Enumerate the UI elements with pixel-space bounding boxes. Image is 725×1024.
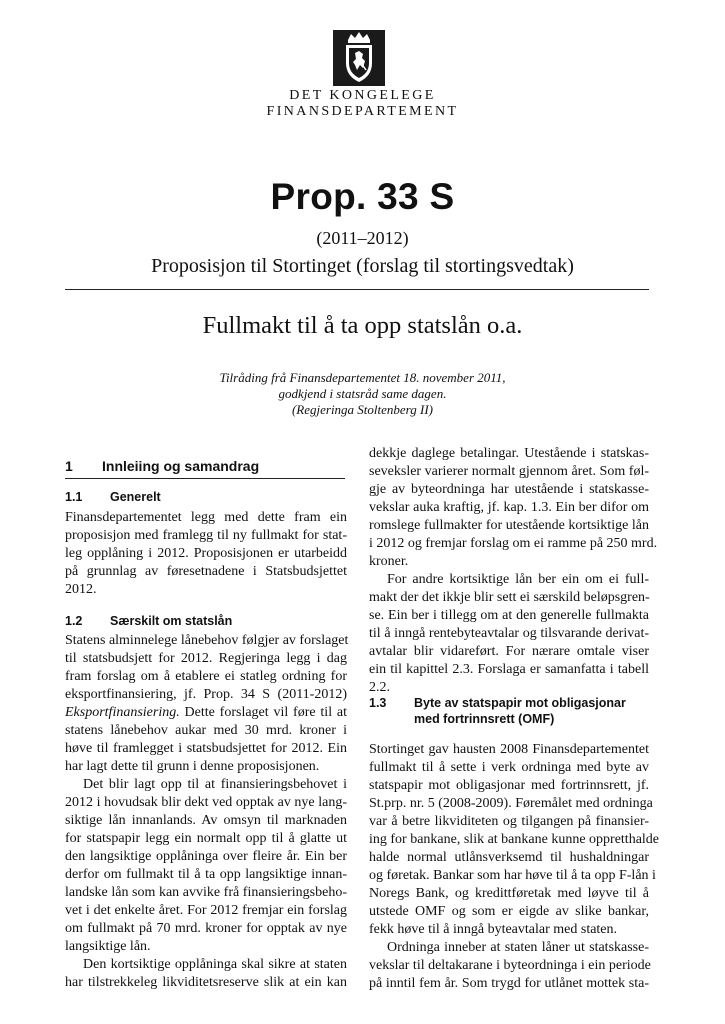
body-text-line: har tilstrekkeleg likviditetsreserve slik at ein kan bbox=[65, 975, 347, 990]
body-text-line: halde normal utlånsverksemd til hushaldningar bbox=[369, 850, 649, 865]
body-text-line: statspapir mot obligasjonar med fortrinnsrett, jf. bbox=[369, 778, 649, 793]
body-text-line: på grunnlag av føresetnadene i Statsbudsjettet bbox=[65, 564, 347, 579]
body-text-line: ing for bankane, slik at bankane kunne oppretthalde bbox=[369, 832, 660, 847]
body-text-line: om fullmakt på 70 mrd. kroner for opptak av nye bbox=[65, 921, 347, 936]
body-text-line: Noregs Bank, og kredittføretak med løyve til å bbox=[369, 886, 649, 901]
proposition-type: Proposisjon til Stortinget (forslag til stortingsvedtak) bbox=[151, 255, 574, 277]
subtitle-line: (Regjeringa Stoltenberg II) bbox=[291, 402, 434, 417]
body-text-line: den langsiktige opplåninga over fleire år. Ein ber bbox=[65, 849, 347, 864]
body-text-line: leg opplåning i 2012. Proposisjonen er utarbeidd bbox=[65, 546, 347, 561]
body-text-line: siktige lån innanlands. Av omsyn til marknaden bbox=[65, 813, 347, 828]
body-text-line: til statsbudsjett for 2012. Regjeringa legg i dag bbox=[65, 651, 347, 666]
department-name-line1: DET KONGELEGE bbox=[289, 88, 436, 103]
section-1-rule bbox=[65, 478, 345, 479]
body-text-line: seveksler varierer normalt gjennom året. Som føl- bbox=[369, 464, 649, 479]
body-text-line: Eksportfinansiering. Dette forslaget vil føre til at bbox=[65, 705, 347, 720]
body-text-line: romslege fullmakter for utestående kortsiktige lån bbox=[369, 518, 649, 533]
section-1-2-number: 1.2 bbox=[65, 614, 83, 628]
body-text-line: Stortinget gav hausten 2008 Finansdepartementet bbox=[369, 742, 649, 757]
body-text-line: høve til framlegget i statsbudsjettet for 2012. Ein bbox=[65, 741, 347, 756]
body-text-line: statens lånebehov aukar med 30 mrd. kroner i bbox=[65, 723, 347, 738]
body-text-line: har lagt dette til grunn i denne proposisjonen. bbox=[65, 759, 320, 774]
section-1-number: 1 bbox=[65, 458, 73, 474]
body-text-line: Det blir lagt opp til at finansieringsbehovet i bbox=[83, 777, 347, 792]
body-text-line: eksportfinansiering, jf. Prop. 34 S (2011-2012) bbox=[65, 687, 347, 702]
section-1-3-number: 1.3 bbox=[369, 696, 387, 710]
section-1-1-title: Generelt bbox=[110, 490, 161, 504]
body-text-line: vet i det enkelte året. For 2012 fremjar ein forslag bbox=[65, 903, 347, 918]
body-text-line: St.prp. nr. 5 (2008-2009). Føremålet med ordninga bbox=[369, 796, 653, 811]
body-text-line: se. Ein ber i tillegg om at den generelle fullmakta bbox=[369, 608, 649, 623]
section-1-2-title: Særskilt om statslån bbox=[110, 614, 233, 628]
header-divider bbox=[65, 289, 649, 290]
subtitle-line: godkjend i statsråd same dagen. bbox=[278, 386, 447, 401]
body-text-line: fekk høve til å inngå byteavtalar med staten. bbox=[369, 922, 618, 937]
body-text-line: 2.2. bbox=[369, 680, 390, 695]
section-1-3-title-line1: Byte av statspapir mot obligasjonar bbox=[414, 696, 626, 710]
body-text-line: vekslar til deltakarane i byteordninga i ein periode bbox=[369, 958, 651, 973]
body-text-line: Finansdepartementet legg med dette fram ein bbox=[65, 510, 347, 525]
body-text-line: og føretak. Bankar som har høve til å ta opp F-lån i bbox=[369, 868, 656, 883]
body-text-line: ein til kapittel 2.3. Forslaga er samanfatta i tabell bbox=[369, 662, 649, 677]
body-text-line: Statens alminnelege lånebehov følgjer av forslaget bbox=[65, 633, 349, 648]
body-text-line: for statspapir legg ein normalt opp til å glatte ut bbox=[65, 831, 347, 846]
body-text-line: på inntil fem år. Som trygd for utlånet mottek sta- bbox=[369, 976, 649, 991]
body-text-line: til å inngå rentebyteavtalar og tilsvarande derivat- bbox=[369, 626, 649, 641]
body-text-line: utstede OMF og som er eigde av slike bankar, bbox=[369, 904, 649, 919]
document-title: Fullmakt til å ta opp statslån o.a. bbox=[202, 312, 523, 339]
body-text-line: vekslar auka kraftig, jf. kap. 1.3. Ein ber difor om bbox=[369, 500, 649, 515]
body-text-line: Ordninga inneber at staten låner ut statskasse- bbox=[387, 940, 649, 955]
section-1-1-number: 1.1 bbox=[65, 490, 83, 504]
body-text-line: landske lån som kan avvike frå finansieringsbeho- bbox=[65, 885, 347, 900]
body-text-line: langsiktige lån. bbox=[65, 939, 151, 954]
body-text-line: var å betre likviditeten og tilgangen på finansier- bbox=[369, 814, 649, 829]
body-text-line: avtalar blir vidareført. For nærare omtale viser bbox=[369, 644, 649, 659]
body-text-line: gje av byteordninga har utestående i statskasse- bbox=[369, 482, 649, 497]
proposition-number: Prop. 33 S bbox=[270, 176, 455, 217]
body-text-line: fullmakt til å sette i verk ordninga med byte av bbox=[369, 760, 649, 775]
body-text-line: derfor om fullmakt til å ta opp langsiktige innan- bbox=[65, 867, 347, 882]
body-text-line: makt der det ikkje blir sett ei særskild beløpsgren- bbox=[369, 590, 650, 605]
body-text-line: 2012 i hovudsak blir dekt ved opptak av nye lang- bbox=[65, 795, 347, 810]
department-name-line2: FINANSDEPARTEMENT bbox=[266, 104, 459, 119]
section-1-title: Innleiing og samandrag bbox=[102, 458, 260, 474]
body-text-line: For andre kortsiktige lån ber ein om ei full- bbox=[387, 572, 649, 587]
body-text-line: fram forslag om å etablere ei statleg ordning for bbox=[65, 669, 347, 684]
body-text-line: dekkje daglege betalingar. Utestående i statskas- bbox=[369, 446, 649, 461]
body-text-line: kroner. bbox=[369, 554, 409, 569]
subtitle-line: Tilråding frå Finansdepartementet 18. november 2011, bbox=[219, 370, 506, 385]
body-text-line: proposisjon med framlegg til ny fullmakt for stat- bbox=[65, 528, 347, 543]
body-text-line: 2012. bbox=[65, 582, 97, 597]
session-years: (2011–2012) bbox=[316, 228, 409, 248]
norwegian-royal-crest-icon bbox=[333, 30, 385, 86]
body-text-line: Den kortsiktige opplåninga skal sikre at staten bbox=[83, 957, 347, 972]
body-text-line: i 2012 og fremjar forslag om ei ramme på 250 mrd. bbox=[369, 536, 658, 551]
section-1-3-title-line2: med fortrinnsrett (OMF) bbox=[414, 712, 555, 726]
